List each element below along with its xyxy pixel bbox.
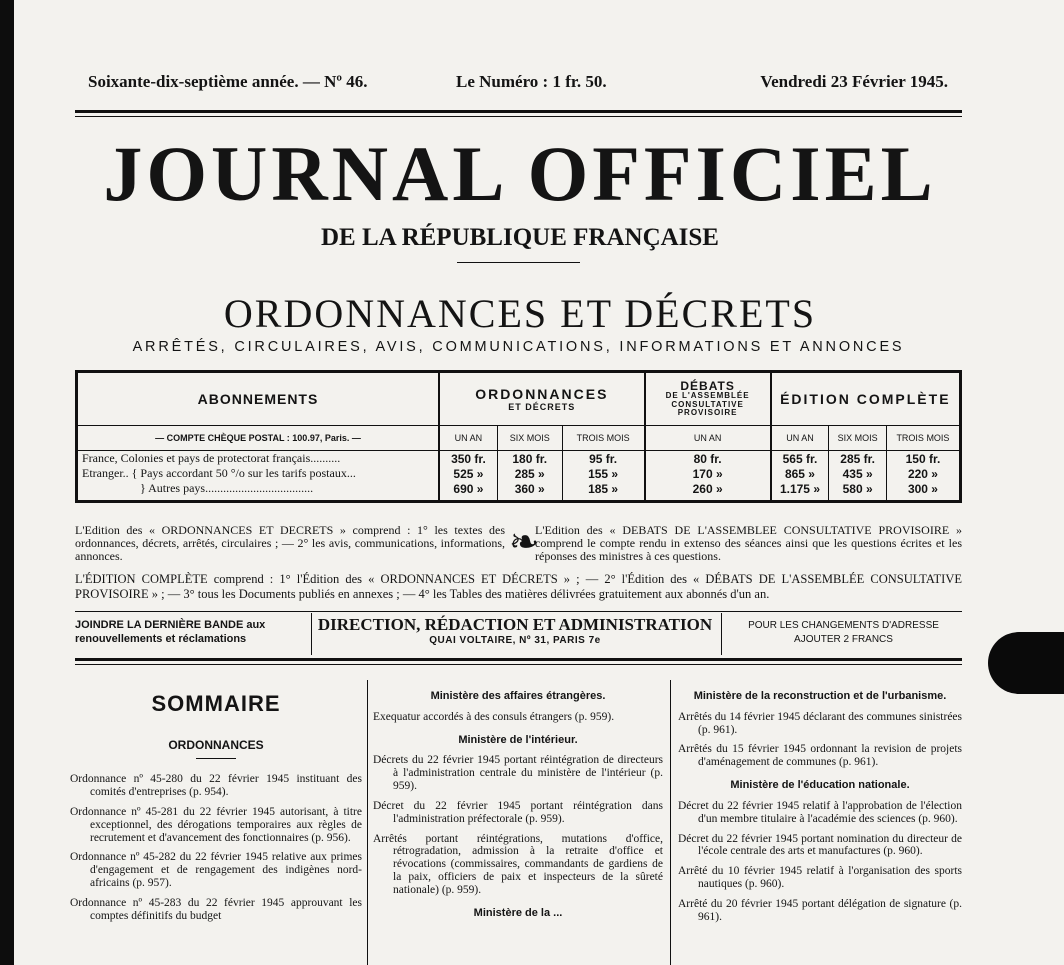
sommaire-column-2 xyxy=(373,688,663,928)
ed-un-an: UN AN xyxy=(771,426,829,451)
column-separator xyxy=(367,680,368,965)
ministry-heading: Ministère de la reconstruction et de l'urbanisme. xyxy=(693,690,947,702)
rule xyxy=(75,611,962,612)
edition-debats-note: L'Edition des « DEBATS DE L'ASSEMBLEE CONSULTATIVE PROVISOIRE » comprend le compte rendu in extenso des séances ainsi que les questions écrites et les réponses des ministres à ces questions. xyxy=(535,523,962,564)
col-abonnements: ABONNEMENTS xyxy=(77,372,440,426)
journal-title: JOURNAL OFFICIEL xyxy=(103,130,937,217)
column-separator xyxy=(670,680,671,965)
list-item: Ordonnance nº 45-282 du 22 février 1945 relative aux primes d'engagement et de rengagement des indigènes nord-africains (p. 957). xyxy=(70,851,362,890)
col-edition-complete: ÉDITION COMPLÈTE xyxy=(771,372,961,426)
list-item: Arrêtés du 15 février 1945 ordonnant la revision de projets d'aménagement de communes (p. 961). xyxy=(678,743,962,769)
section-subtitle: ARRÊTÉS, CIRCULAIRES, AVIS, COMMUNICATIONS, INFORMATIONS ET ANNONCES xyxy=(132,339,905,355)
double-rule xyxy=(75,658,962,665)
postal-account: — COMPTE CHÈQUE POSTAL : 100.97, Paris. — xyxy=(77,426,440,451)
brace-ornament: ❧ xyxy=(509,522,540,563)
list-item: Exequatur accordés à des consuls étrangers (p. 959). xyxy=(373,710,615,723)
ministry-heading: Ministère de l'éducation nationale. xyxy=(730,779,910,792)
double-rule xyxy=(75,110,962,117)
list-item: Ordonnance nº 45-280 du 22 février 1945 instituant des comités d'entreprises (p. 954). xyxy=(70,773,362,798)
col-ordonnances: ORDONNANCES ET DÉCRETS xyxy=(439,372,645,426)
admin-address: DIRECTION, RÉDACTION ET ADMINISTRATION QUAI VOLTAIRE, Nº 31, PARIS 7e xyxy=(317,615,713,646)
scan-artifact xyxy=(988,632,1064,694)
col-debats: DÉBATS DE L'ASSEMBLÉE CONSULTATIVE PROVISOIRE xyxy=(645,372,771,426)
address-change-note: POUR LES CHANGEMENTS D'ADRESSE AJOUTER 2 FRANCS xyxy=(748,620,939,645)
list-item: Décrets du 22 février 1945 portant réintégration de directeurs à l'administration centrale du ministère de l'intérieur (p. 959). xyxy=(373,754,663,792)
issue-price: Le Numéro : 1 fr. 50. xyxy=(456,72,607,91)
ministry-heading: Ministère des affaires étrangères. xyxy=(430,690,606,702)
ministry-heading: Ministère de la ... xyxy=(473,906,563,919)
list-item: Arrêté du 10 février 1945 relatif à l'organisation des sports nautiques (p. 960). xyxy=(678,865,962,891)
renewal-note: JOINDRE LA DERNIÈRE BANDE aux renouvellements et réclamations xyxy=(75,619,266,645)
section-title: ORDONNANCES ET DÉCRETS xyxy=(223,291,817,336)
table-row: France, Colonies et pays de protectorat français.......... 350 fr. 180 fr. 95 fr. 80 fr. 565 fr. 285 fr. 150 fr. xyxy=(77,451,961,467)
separator xyxy=(311,613,312,655)
sommaire-column-1 xyxy=(70,688,362,930)
divider xyxy=(457,262,580,263)
ministry-heading: Ministère de l'intérieur. xyxy=(458,733,578,746)
list-item: Arrêté du 20 février 1945 portant délégation de signature (p. 961). xyxy=(678,898,962,923)
admin-box xyxy=(75,613,962,657)
ed-six-mois: SIX MOIS xyxy=(829,426,887,451)
issue-year: Soixante-dix-septième année. — Nº 46. xyxy=(88,72,368,91)
sommaire-column-3 xyxy=(678,688,962,931)
list-item: Arrêtés du 14 février 1945 déclarant des communes sinistrées (p. 961). xyxy=(678,710,962,736)
journal-subtitle: DE LA RÉPUBLIQUE FRANÇAISE xyxy=(321,224,719,251)
list-item: Ordonnance nº 45-283 du 22 février 1945 approuvant les comptes définitifs du budget xyxy=(70,897,362,922)
list-item: Ordonnance nº 45-281 du 22 février 1945 autorisant, à titre exceptionnel, des dérogations temporaires aux règles de recrutement et d'avancement des fonctionnaires (p. 956). xyxy=(70,805,362,844)
list-item: Arrêtés portant réintégrations, mutations d'office, rétrogradation, admission à la retraite d'office et révocations (commissaires, commandants de gardiens de la paix, officiers de paix et inspecteurs de la sûreté nationale) (p. 959). xyxy=(373,832,663,897)
list-item: Décret du 22 février 1945 portant nomination du directeur de l'école centrale des arts et manufactures (p. 960). xyxy=(678,832,962,858)
sommaire-title: SOMMAIRE xyxy=(151,691,281,716)
edition-complete-note: L'ÉDITION COMPLÈTE comprend : 1° l'Édition des « ORDONNANCES ET DÉCRETS » ; — 2° l'Édition des « DÉBATS DE L'ASSEMBLÉE CONSULTATIVE PROVISOIRE » ; — 3° tous les Documents publiés en annexes ; — 4° les Tables des matières délivrées gratuitement aux abonnés d'un an. xyxy=(75,572,962,601)
table-row: } Autres pays.................................... 690 » 360 » 185 » 260 » 1.175 » 580 » 300 » xyxy=(77,481,961,502)
ord-six-mois: SIX MOIS xyxy=(497,426,562,451)
list-item: Décret du 22 février 1945 relatif à l'approbation de l'élection d'un membre titulaire à l'académie des sciences (p. 960). xyxy=(678,799,962,825)
ord-un-an: UN AN xyxy=(439,426,497,451)
table-row: Etranger.. { Pays accordant 50 °/o sur les tarifs postaux... 525 » 285 » 155 » 170 » 865 » 435 » 220 » xyxy=(77,466,961,481)
list-item: Décret du 22 février 1945 portant réintégration dans l'administration préfectorale (p. 959). xyxy=(373,799,663,825)
separator xyxy=(721,613,722,655)
ord-trois-mois: TROIS MOIS xyxy=(562,426,645,451)
edition-ordonnances-note: L'Edition des « ORDONNANCES ET DECRETS » comprend : 1° les textes des ordonnances, décrets, arrêtés, circulaires ; — 2° les avis, communications, informations, annonces. xyxy=(75,523,505,564)
ed-trois-mois: TROIS MOIS xyxy=(886,426,960,451)
subscription-table xyxy=(75,370,962,503)
ordonnances-heading: ORDONNANCES xyxy=(168,737,264,752)
deb-un-an: UN AN xyxy=(645,426,771,451)
issue-date: Vendredi 23 Février 1945. xyxy=(760,72,948,91)
